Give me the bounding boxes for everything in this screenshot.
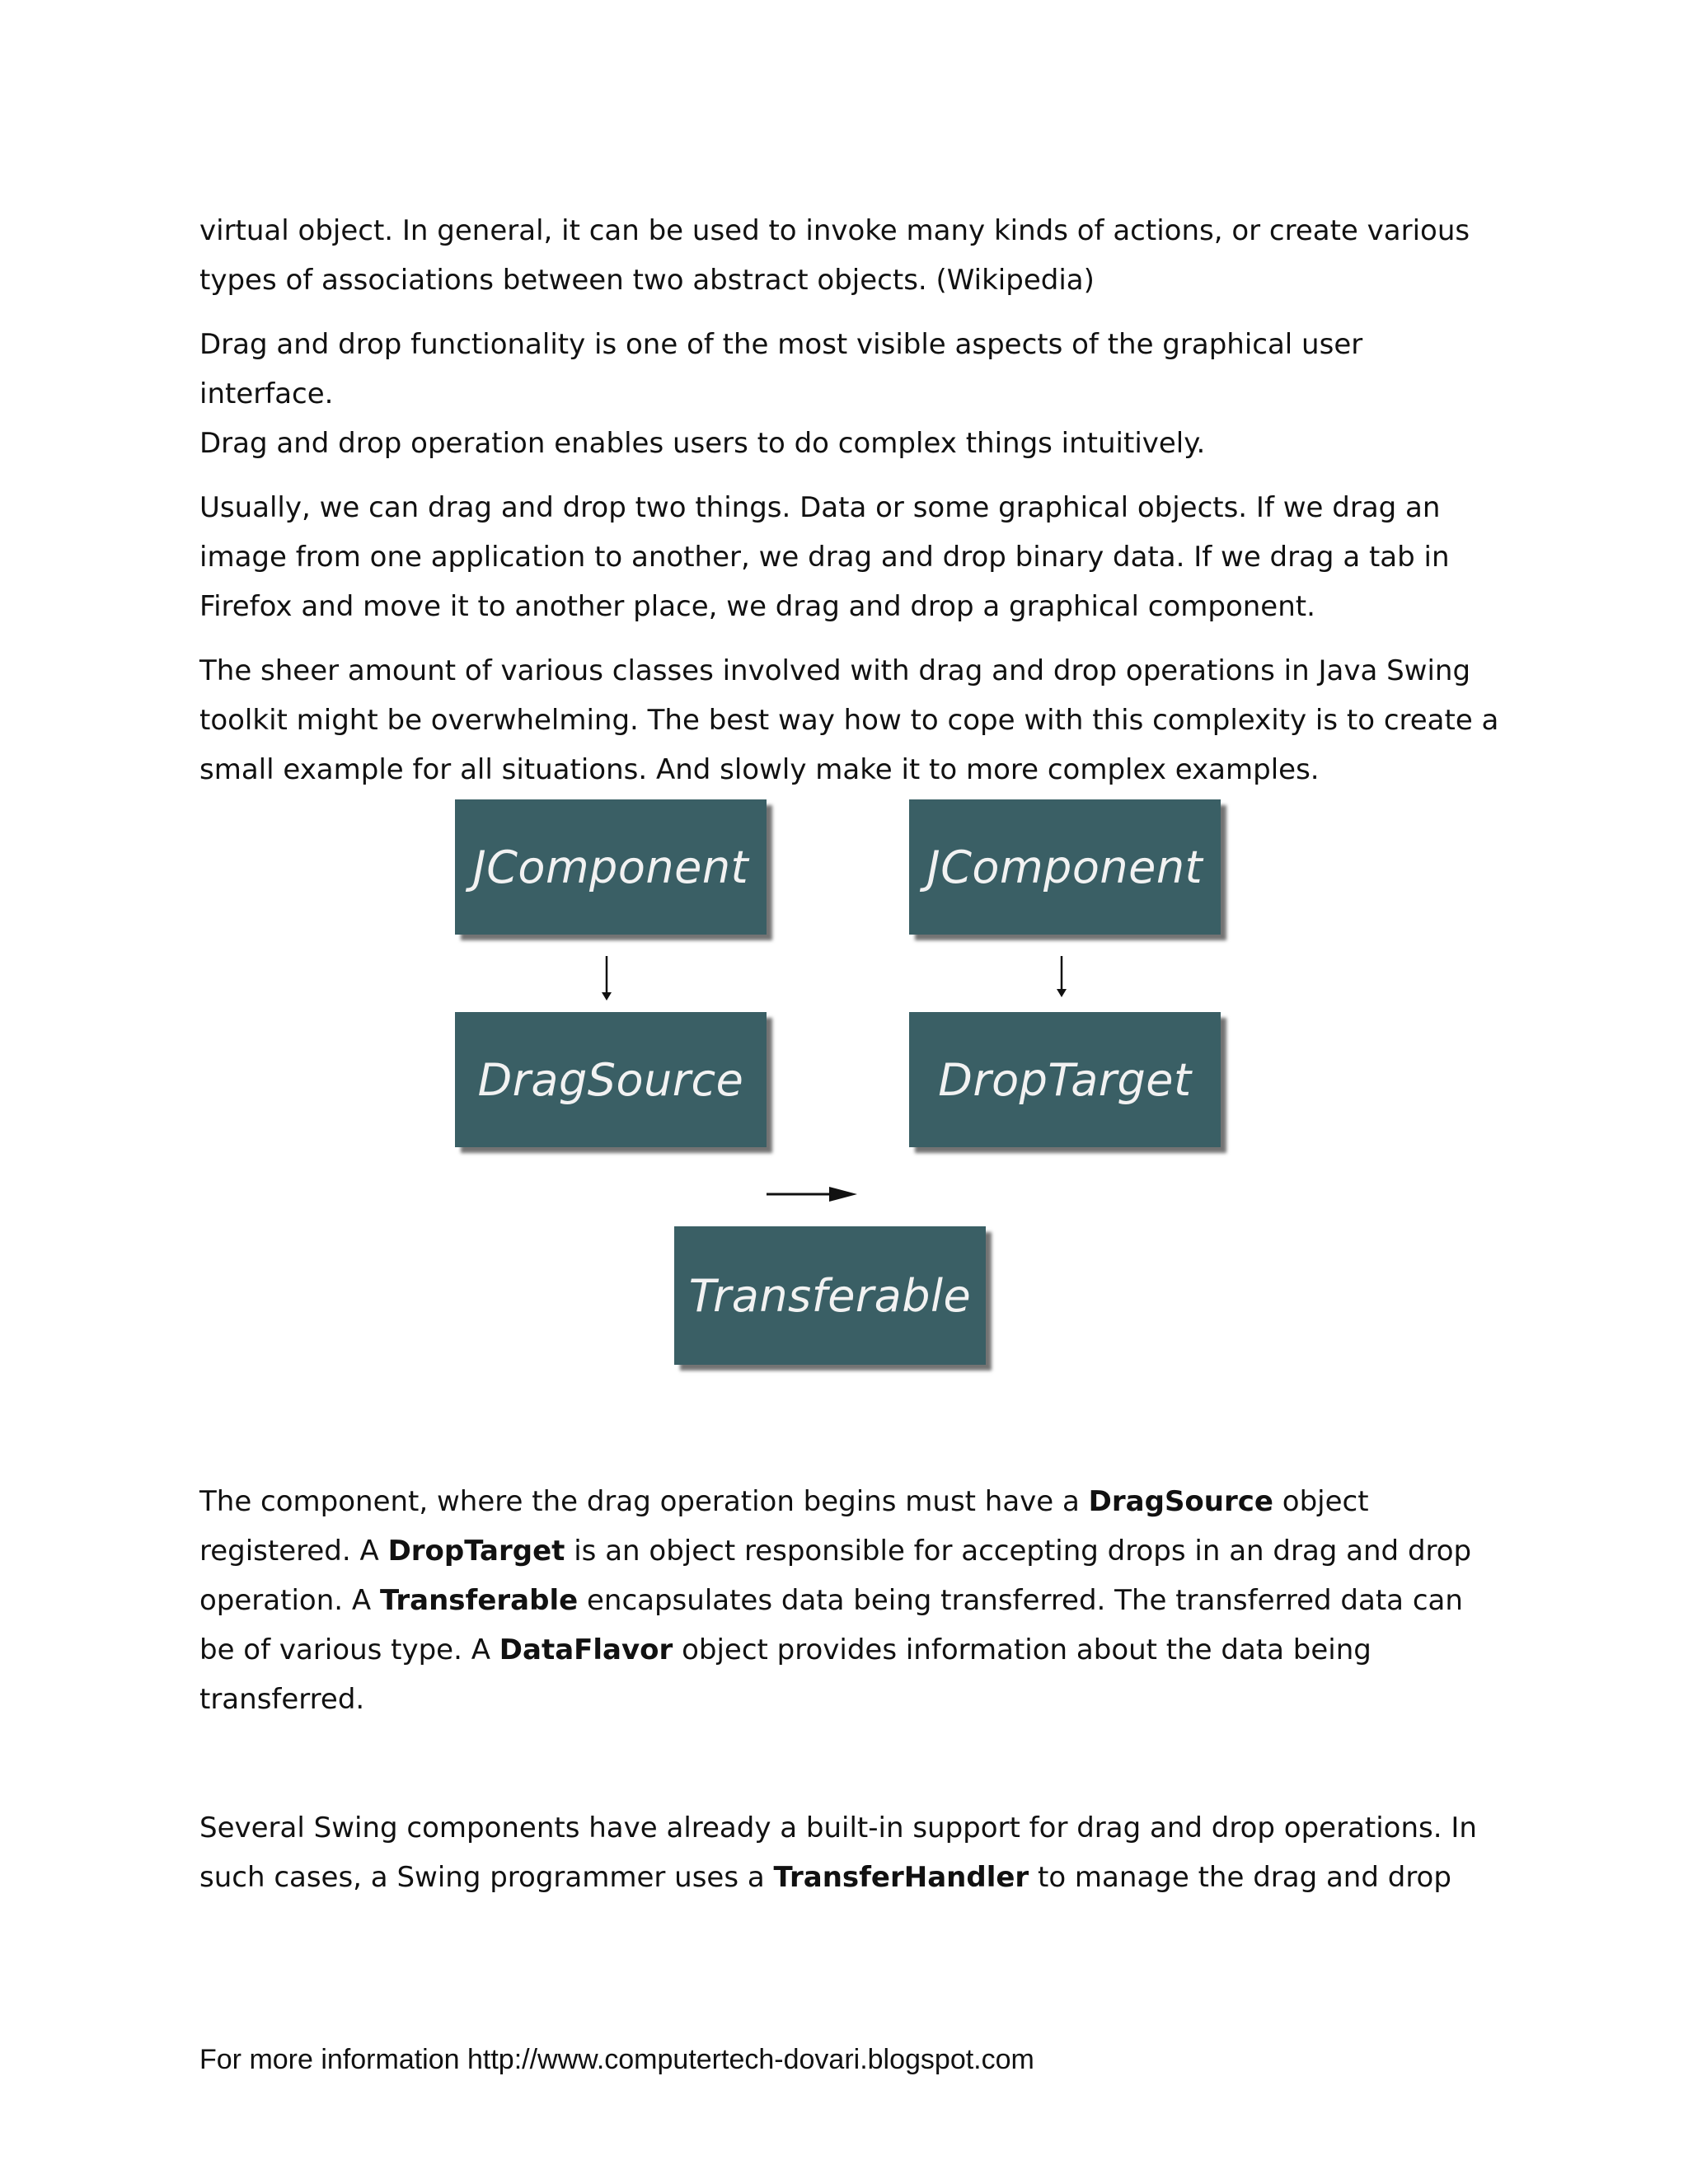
components-text: [199, 1477, 1502, 1724]
paragraph-swing: [199, 1803, 1502, 1902]
paragraph-sheer-amount: The sheer amount of various classes involved with drag and drop operations in Java Swing toolkit might be overwhelming. The best way how to cope with this complexity is to create a small example for all situations. And slowly make it to more complex examples.: [199, 654, 1499, 786]
term-transferable: Transferable: [379, 1584, 579, 1617]
text-run: The component, where the drag operation begins must have a: [199, 1485, 1089, 1518]
paragraph-components: [199, 1477, 1502, 1724]
box-jcomponent-source: JComponent: [455, 799, 767, 935]
text-run: Several Swing components have already a built-in support for drag and drop operations. In such cases, a Swing programmer uses a: [199, 1811, 1477, 1894]
term-dragsource: DragSource: [1088, 1485, 1273, 1518]
swing-text: [199, 1803, 1502, 1902]
drag-drop-diagram: [445, 791, 1269, 1385]
box-jcomponent-target: JComponent: [909, 799, 1221, 935]
text-run: object registered. A: [199, 1485, 1369, 1568]
term-transferhandler: TransferHandler: [773, 1861, 1029, 1894]
term-droptarget: DropTarget: [387, 1535, 565, 1568]
intro-text: [199, 206, 1502, 794]
box-dragsource: DragSource: [455, 1012, 767, 1147]
paragraph-two-things: Usually, we can drag and drop two things. Data or some graphical objects. If we drag an image from one application to another, we drag and drop binary data. If we drag a tab in Firefox and move it to another place, we drag and drop a graphical component.: [199, 491, 1450, 623]
term-dataflavor: DataFlavor: [499, 1633, 673, 1666]
box-transferable: Transferable: [674, 1226, 986, 1365]
text-run: object provides information about the data being transferred.: [199, 1633, 1372, 1716]
page-footer: For more information http://www.computertech-dovari.blogspot.com: [199, 2044, 1034, 2075]
arrowhead-right: [1057, 989, 1067, 997]
paragraph-wikipedia: virtual object. In general, it can be used to invoke many kinds of actions, or create various types of associations between two abstract objects. (Wikipedia): [199, 214, 1470, 297]
text-run: to manage the drag and drop: [1029, 1861, 1451, 1894]
arrowhead-horizontal: [829, 1187, 857, 1202]
arrowhead-left: [602, 992, 612, 1001]
text-run: encapsulates data being transferred. The transferred data can be of various type. A: [199, 1584, 1463, 1666]
box-droptarget: DropTarget: [909, 1012, 1221, 1147]
paragraph-dnd-functionality: Drag and drop functionality is one of the most visible aspects of the graphical user interface. Drag and drop operation enables users to do complex things intuitively.: [199, 328, 1363, 460]
text-run: is an object responsible for accepting drops in an drag and drop operation. A: [199, 1535, 1472, 1617]
